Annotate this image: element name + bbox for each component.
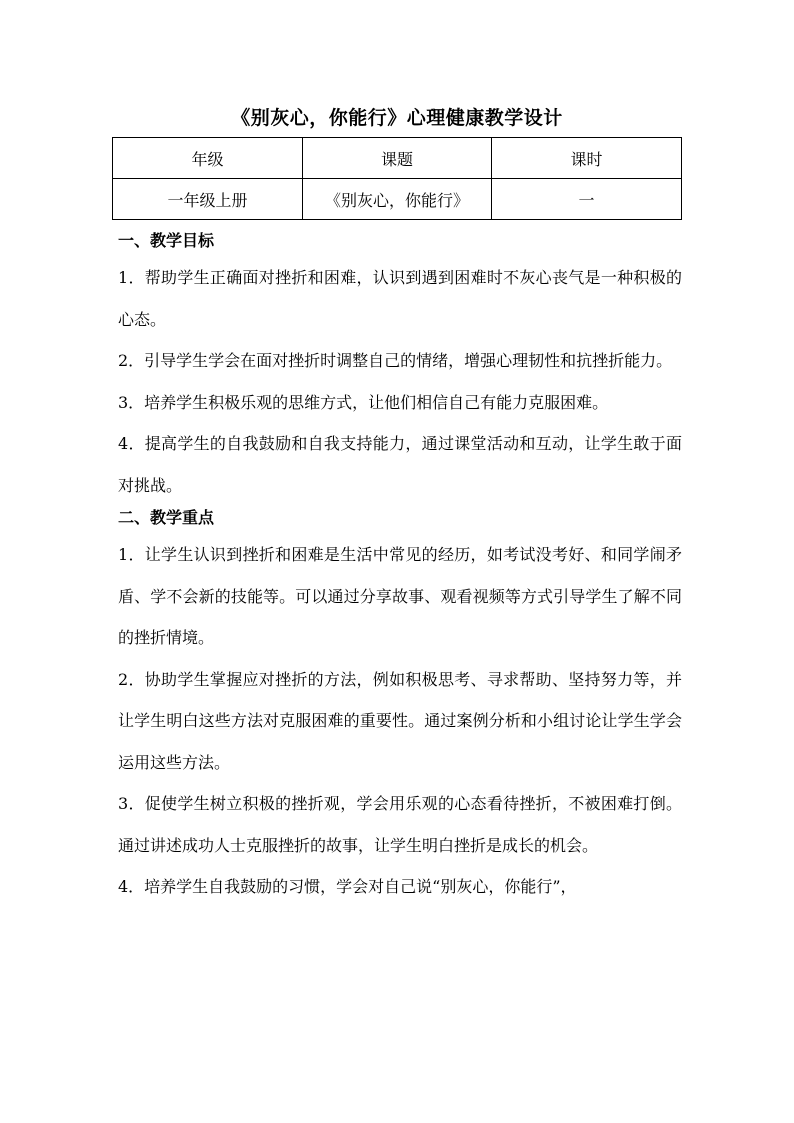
header-grade: 年级 (113, 138, 303, 179)
key-point-item-3: 3．促使学生树立积极的挫折观，学会用乐观的心态看待挫折，不被困难打倒。通过讲述成功人士克服挫折的故事，让学生明白挫折是成长的机会。 (118, 794, 682, 855)
cell-period: 一 (492, 179, 682, 220)
key-point-item-1: 1．让学生认识到挫折和困难是生活中常见的经历，如考试没考好、和同学闹矛盾、学不会新的技能等。可以通过分享故事、观看视频等方式引导学生了解不同的挫折情境。 (118, 545, 682, 647)
section-heading-objectives: 一、教学目标 (118, 231, 215, 250)
section-heading-key-points: 二、教学重点 (118, 508, 215, 527)
objective-item-4: 4．提高学生的自我鼓励和自我支持能力，通过课堂活动和互动，让学生敢于面对挑战。 (118, 434, 682, 495)
document-page (112, 103, 682, 908)
key-point-item-4: 4．培养学生自我鼓励的习惯，学会对自己说“别灰心，你能行”， (118, 877, 577, 896)
header-period: 课时 (492, 138, 682, 179)
cell-topic: 《别灰心，你能行》 (303, 179, 492, 220)
cell-grade: 一年级上册 (113, 179, 303, 220)
key-point-item-2: 2．协助学生掌握应对挫折的方法，例如积极思考、寻求帮助、坚持努力等，并让学生明白这些方法对克服困难的重要性。通过案例分析和小组讨论让学生学会运用这些方法。 (118, 669, 682, 772)
course-info-table (112, 137, 682, 220)
header-topic: 课题 (303, 138, 492, 179)
table-row (113, 179, 682, 220)
objective-item-3: 3．培养学生积极乐观的思维方式，让他们相信自己有能力克服困难。 (118, 392, 609, 412)
objective-item-1: 1．帮助学生正确面对挫折和困难，认识到遇到困难时不灰心丧气是一种积极的心态。 (118, 268, 682, 329)
objective-item-2: 2．引导学生学会在面对挫折时调整自己的情绪，增强心理韧性和抗挫折能力。 (118, 351, 673, 370)
document-title: 《别灰心，你能行》心理健康教学设计 (231, 107, 563, 129)
table-header-row (113, 138, 682, 179)
